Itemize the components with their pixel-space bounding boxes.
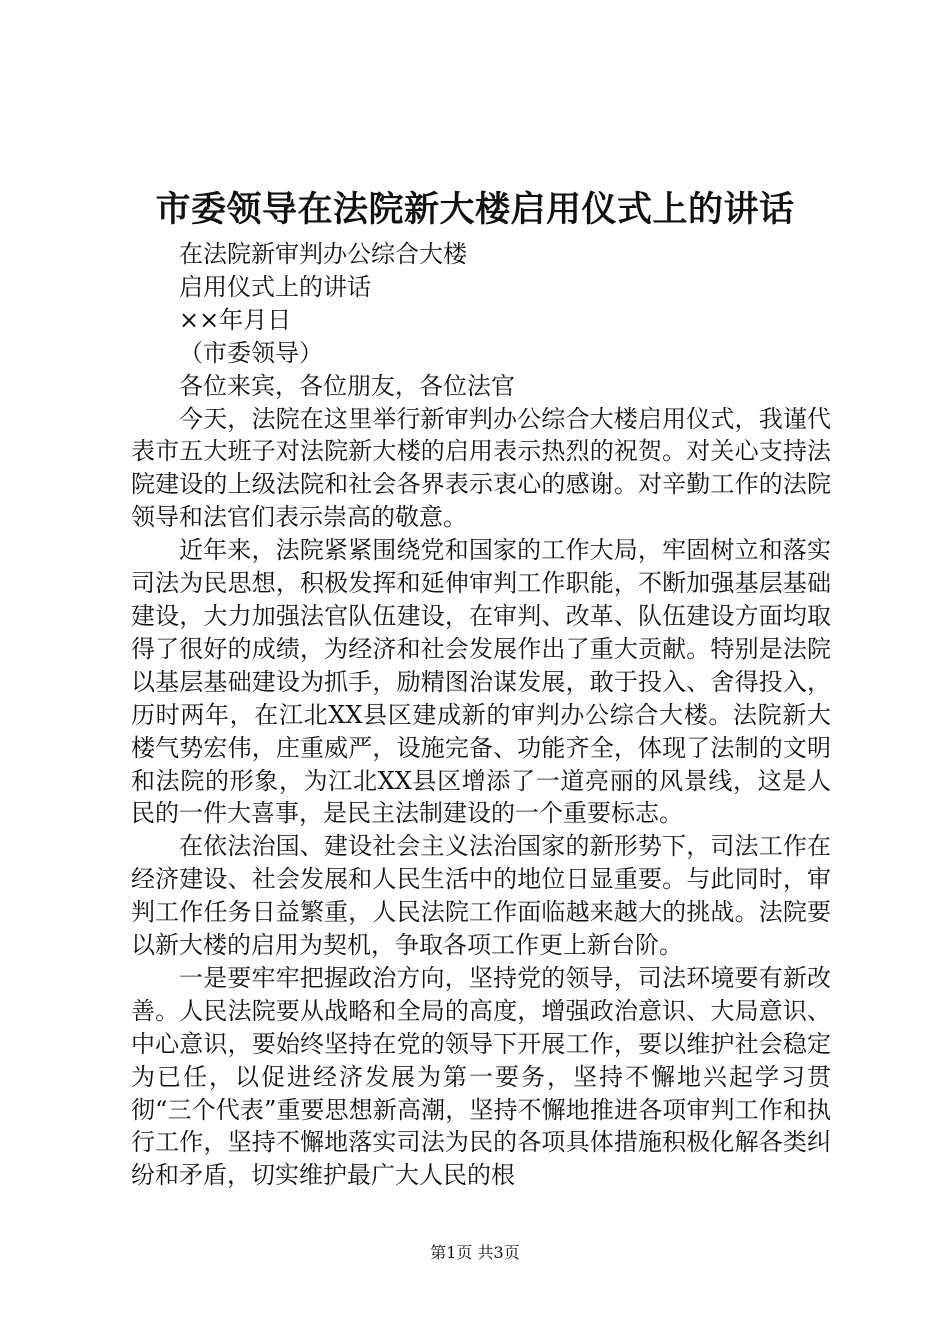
document-body (131, 238, 831, 1192)
header-line: 在法院新审判办公综合大楼 (179, 240, 467, 268)
body-paragraph: 今天，法院在这里举行新审判办公综合大楼启用仪式，我谨代表市五大班子对法院新大楼的启用表示热烈的祝贺。对关心支持法院建设的上级法院和社会各界表示衷心的感谢。对辛勤工作的法院领导和法官们表示崇高的敬意。 (131, 404, 831, 532)
document-title: 市委领导在法院新大楼启用仪式上的讲话 (155, 189, 795, 230)
body-paragraph: 一是要牢牢把握政治方向，坚持党的领导，司法环境要有新改善。人民法院要从战略和全局的高度，增强政治意识、大局意识、中心意识，要始终坚持在党的领导下开展工作，要以维护社会稳定为已任，以促进经济发展为第一要务，坚持不懈地兴起学习贯彻“三个代表”重要思想新高潮，坚持不懈地推进各项审判工作和执行工作，坚持不懈地落实司法为民的各项具体措施积极化解各类纠纷和矛盾，切实维护最广大人民的根 (131, 963, 831, 1190)
page-footer: 第1页 共3页 (430, 1243, 520, 1262)
body-paragraph: 近年来，法院紧紧围绕党和国家的工作大局，牢固树立和落实司法为民思想，积极发挥和延伸审判工作职能，不断加强基层基础建设，大力加强法官队伍建设，在审判、改革、队伍建设方面均取得了很好的成绩，为经济和社会发展作出了重大贡献。特别是法院以基层基础建设为抓手，励精图治谋发展，敢于投入、舍得投入，历时两年，在江北XX县区建成新的审判办公综合大楼。法院新大楼气势宏伟，庄重威严，设施完备、功能齐全，体现了法制的文明和法院的形象，为江北XX县区增添了一道亮丽的风景线，这是人民的一件大喜事，是民主法制建设的一个重要标志。 (131, 536, 831, 828)
header-line: ××年月日 (179, 305, 292, 334)
header-line: 启用仪式上的讲话 (179, 272, 371, 301)
header-line: （市委领导） (179, 338, 323, 367)
salutation: 各位来宾，各位朋友，各位法官 (179, 371, 515, 400)
body-paragraph: 在依法治国、建设社会主义法治国家的新形势下，司法工作在经济建设、社会发展和人民生活中的地位日显重要。与此同时，审判工作任务日益繁重，人民法院工作面临越来越大的挑战。法院要以新大楼的启用为契机，争取各项工作更上新台阶。 (131, 832, 831, 960)
